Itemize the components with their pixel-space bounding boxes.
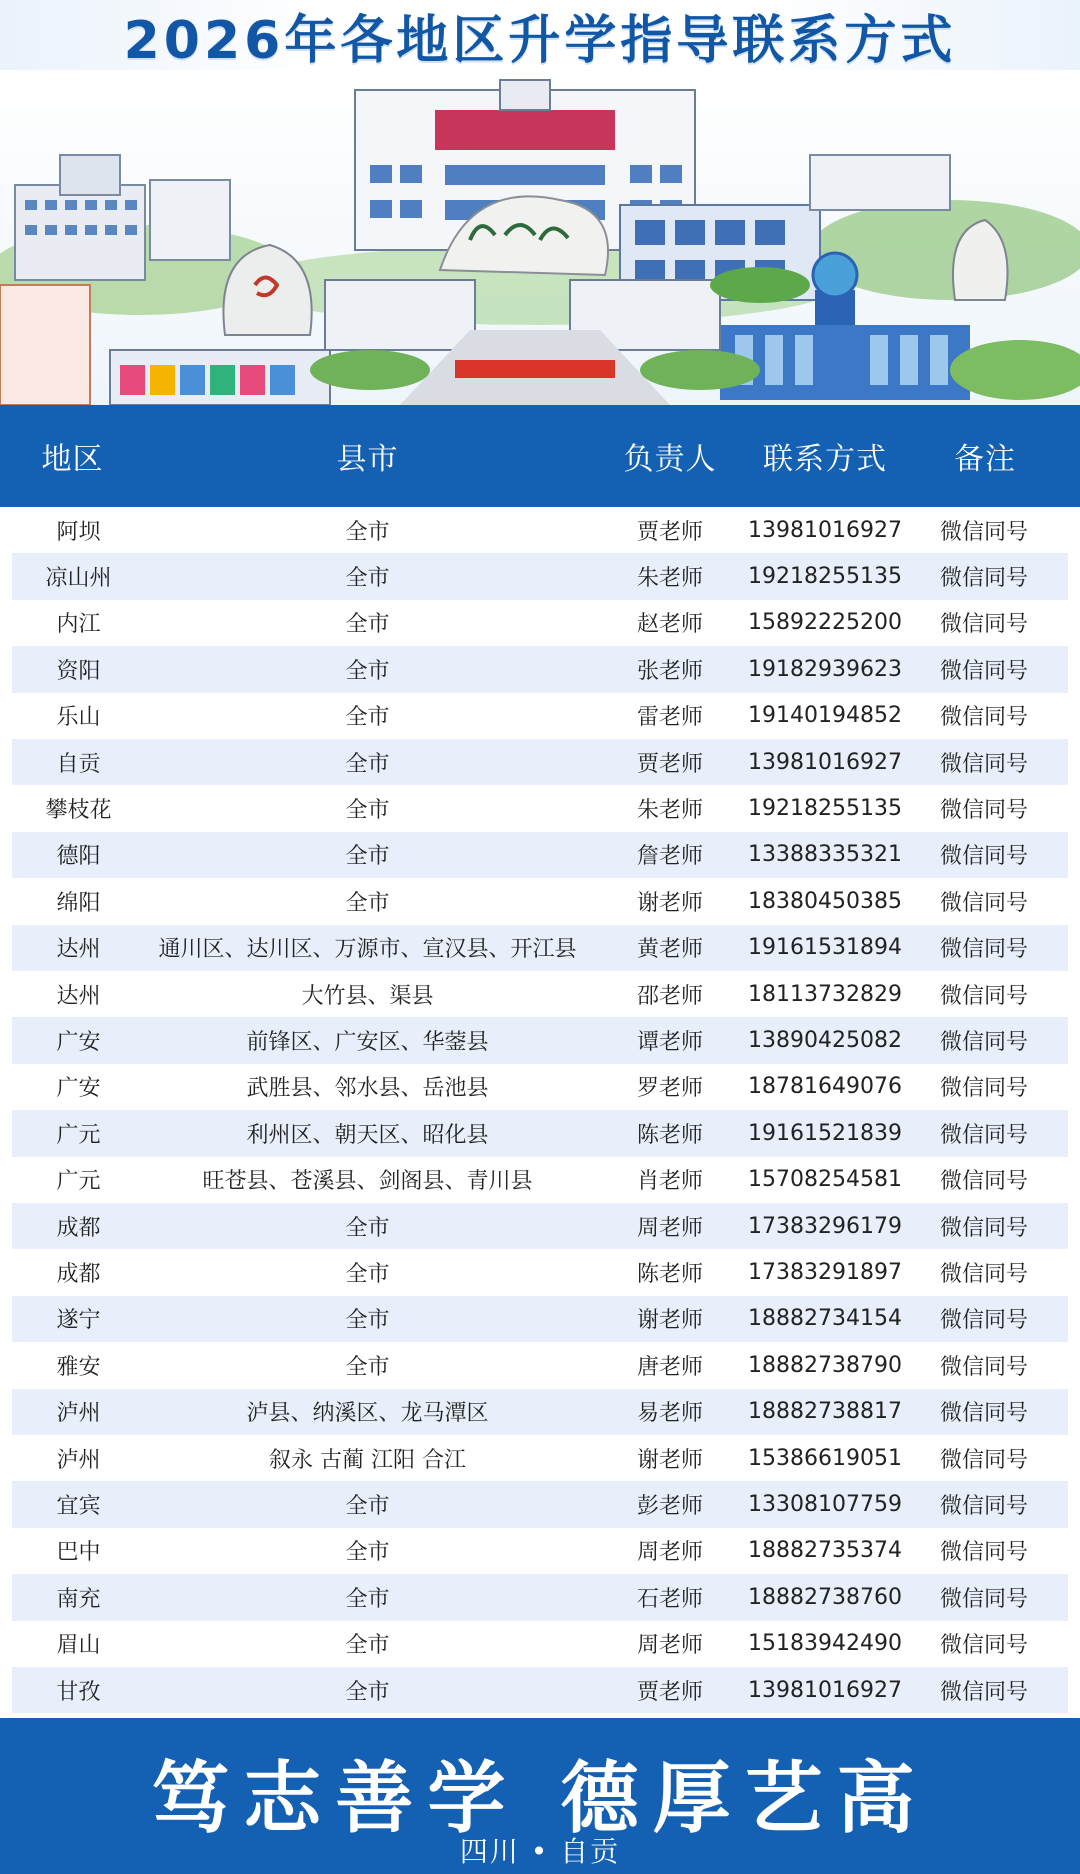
cell-region: 广安 [56, 1030, 101, 1056]
cell-county: 前锋区、广安区、华蓥县 [246, 1030, 489, 1056]
cell-note: 微信同号 [939, 612, 1028, 638]
cell-phone: 19218255135 [748, 564, 902, 590]
table-row [12, 1017, 1068, 1063]
cell-county: 利州区、朝天区、昭化县 [246, 1122, 489, 1148]
cell-phone: 18781649076 [748, 1074, 902, 1100]
table-row [12, 785, 1068, 831]
cell-region: 广元 [56, 1122, 101, 1148]
cell-phone: 13981016927 [748, 749, 902, 775]
table-row [12, 1389, 1068, 1435]
cell-county: 武胜县、邻水县、岳池县 [246, 1076, 489, 1102]
cell-region: 宜宾 [56, 1494, 101, 1520]
table-row [12, 925, 1068, 971]
cell-person: 朱老师 [636, 566, 703, 592]
cell-person: 詹老师 [636, 844, 703, 870]
cell-person: 赵老师 [636, 612, 703, 638]
cell-note: 微信同号 [939, 705, 1028, 731]
cell-county: 全市 [345, 705, 390, 731]
cell-region: 乐山 [56, 705, 101, 731]
cell-region: 雅安 [56, 1354, 101, 1380]
cell-phone: 19140194852 [748, 703, 902, 729]
cell-note: 微信同号 [939, 844, 1028, 870]
campus-illustration [0, 70, 1080, 405]
cell-region: 达州 [56, 983, 101, 1009]
cell-note: 微信同号 [939, 1122, 1028, 1148]
cell-phone: 13890425082 [748, 1028, 902, 1054]
cell-region: 成都 [56, 1262, 101, 1288]
cell-phone: 15386619051 [748, 1445, 902, 1471]
cell-person: 罗老师 [636, 1076, 703, 1102]
table-row [12, 553, 1068, 599]
contact-table [0, 507, 1080, 1707]
table-row [12, 693, 1068, 739]
cell-note: 微信同号 [939, 658, 1028, 684]
cell-phone: 18113732829 [748, 981, 902, 1007]
table-row [12, 971, 1068, 1017]
cell-note: 微信同号 [939, 1215, 1028, 1241]
cell-region: 甘孜 [56, 1679, 101, 1705]
cell-county: 全市 [345, 658, 390, 684]
cell-region: 攀枝花 [45, 798, 112, 824]
cell-person: 石老师 [636, 1586, 703, 1612]
table-row [12, 1157, 1068, 1203]
cell-person: 彭老师 [636, 1494, 703, 1520]
table-row [12, 1064, 1068, 1110]
cell-region: 资阳 [56, 658, 101, 684]
header-phone: 联系方式 [763, 442, 887, 477]
cell-note: 微信同号 [939, 1447, 1028, 1473]
cell-person: 周老师 [636, 1215, 703, 1241]
table-row [12, 878, 1068, 924]
title-bar [0, 0, 1080, 70]
table-row [12, 600, 1068, 646]
cell-region: 泸州 [56, 1447, 101, 1473]
cell-person: 周老师 [636, 1540, 703, 1566]
location-text: 四川 • 自贡 [459, 1835, 621, 1868]
cell-phone: 13981016927 [748, 1677, 902, 1703]
cell-region: 广安 [56, 1076, 101, 1102]
cell-person: 贾老师 [636, 1679, 703, 1705]
cell-phone: 17383296179 [748, 1213, 902, 1239]
cell-person: 朱老师 [636, 798, 703, 824]
school-slogan: 笃志善学 德厚艺高 [151, 1753, 929, 1844]
cell-region: 巴中 [56, 1540, 101, 1566]
table-row [12, 1481, 1068, 1527]
cell-person: 谢老师 [636, 1447, 703, 1473]
cell-region: 泸州 [56, 1401, 101, 1427]
cell-county: 全市 [345, 612, 390, 638]
cell-county: 全市 [345, 1633, 390, 1659]
table-row [12, 1296, 1068, 1342]
cell-person: 雷老师 [636, 705, 703, 731]
cell-phone: 13981016927 [748, 517, 902, 543]
cell-phone: 19182939623 [748, 656, 902, 682]
table-row [12, 1621, 1068, 1667]
cell-county: 泸县、纳溪区、龙马潭区 [246, 1401, 489, 1427]
cell-person: 黄老师 [636, 937, 703, 963]
cell-note: 微信同号 [939, 566, 1028, 592]
cell-note: 微信同号 [939, 937, 1028, 963]
header-note: 备注 [954, 442, 1016, 477]
table-header [0, 405, 1080, 507]
cell-county: 全市 [345, 1215, 390, 1241]
cell-county: 旺苍县、苍溪县、剑阁县、青川县 [202, 1169, 533, 1195]
table-row [12, 1203, 1068, 1249]
cell-phone: 19161531894 [748, 935, 902, 961]
cell-phone: 18882738790 [748, 1352, 902, 1378]
cell-county: 全市 [345, 751, 390, 777]
cell-note: 微信同号 [939, 1076, 1028, 1102]
cell-note: 微信同号 [939, 983, 1028, 1009]
cell-note: 微信同号 [939, 1308, 1028, 1334]
cell-person: 易老师 [636, 1401, 703, 1427]
cell-county: 全市 [345, 1679, 390, 1705]
cell-person: 贾老师 [636, 519, 703, 545]
cell-county: 全市 [345, 1354, 390, 1380]
cell-phone: 18882734154 [748, 1306, 902, 1332]
cell-person: 陈老师 [636, 1122, 703, 1148]
cell-note: 微信同号 [939, 890, 1028, 916]
cell-region: 自贡 [56, 751, 101, 777]
cell-county: 大竹县、渠县 [301, 983, 434, 1009]
cell-county: 通川区、达川区、万源市、宣汉县、开江县 [158, 937, 577, 963]
cell-person: 贾老师 [636, 751, 703, 777]
table-row [12, 646, 1068, 692]
cell-person: 张老师 [636, 658, 703, 684]
cell-region: 眉山 [56, 1633, 101, 1659]
cell-region: 成都 [56, 1215, 101, 1241]
cell-phone: 18380450385 [748, 888, 902, 914]
cell-county: 全市 [345, 566, 390, 592]
table-row [12, 1435, 1068, 1481]
cell-note: 微信同号 [939, 519, 1028, 545]
cell-region: 德阳 [56, 844, 101, 870]
cell-county: 全市 [345, 1262, 390, 1288]
cell-note: 微信同号 [939, 1494, 1028, 1520]
cell-phone: 18882738817 [748, 1399, 902, 1425]
cell-note: 微信同号 [939, 1401, 1028, 1427]
cell-person: 陈老师 [636, 1262, 703, 1288]
cell-phone: 13308107759 [748, 1492, 902, 1518]
table-row [12, 832, 1068, 878]
header-person: 负责人 [623, 442, 717, 477]
cell-region: 遂宁 [56, 1308, 101, 1334]
cell-phone: 17383291897 [748, 1260, 902, 1286]
campus-illustration-svg [0, 70, 1080, 405]
cell-region: 凉山州 [45, 566, 112, 592]
cell-county: 全市 [345, 844, 390, 870]
cell-region: 阿坝 [56, 519, 101, 545]
cell-note: 微信同号 [939, 1586, 1028, 1612]
cell-note: 微信同号 [939, 1262, 1028, 1288]
cell-person: 谢老师 [636, 1308, 703, 1334]
cell-note: 微信同号 [939, 1030, 1028, 1056]
cell-county: 全市 [345, 798, 390, 824]
cell-note: 微信同号 [939, 798, 1028, 824]
cell-county: 全市 [345, 1494, 390, 1520]
table-row [12, 739, 1068, 785]
cell-county: 全市 [345, 1586, 390, 1612]
table-row [12, 1528, 1068, 1574]
cell-phone: 18882735374 [748, 1538, 902, 1564]
table-row [12, 1110, 1068, 1156]
cell-county: 叙永 古蔺 江阳 合江 [269, 1447, 466, 1473]
table-row [12, 1249, 1068, 1295]
cell-county: 全市 [345, 1308, 390, 1334]
table-row [12, 1342, 1068, 1388]
cell-region: 广元 [56, 1169, 101, 1195]
cell-person: 周老师 [636, 1633, 703, 1659]
table-row [12, 507, 1068, 553]
cell-region: 南充 [56, 1586, 101, 1612]
cell-region: 绵阳 [56, 890, 101, 916]
cell-phone: 15892225200 [748, 610, 902, 636]
page-title: 2026年各地区升学指导联系方式 [123, 10, 957, 71]
cell-region: 达州 [56, 937, 101, 963]
cell-note: 微信同号 [939, 1540, 1028, 1566]
cell-note: 微信同号 [939, 1169, 1028, 1195]
cell-person: 谭老师 [636, 1030, 703, 1056]
cell-note: 微信同号 [939, 1679, 1028, 1705]
footer-band [0, 1718, 1080, 1874]
table-row [12, 1574, 1068, 1620]
cell-phone: 19218255135 [748, 796, 902, 822]
cell-county: 全市 [345, 519, 390, 545]
cell-phone: 18882738760 [748, 1584, 902, 1610]
header-county: 县市 [336, 442, 399, 477]
cell-person: 谢老师 [636, 890, 703, 916]
cell-county: 全市 [345, 1540, 390, 1566]
cell-phone: 13388335321 [748, 842, 902, 868]
cell-person: 邵老师 [636, 983, 703, 1009]
cell-phone: 19161521839 [748, 1120, 902, 1146]
cell-county: 全市 [345, 890, 390, 916]
cell-phone: 15708254581 [748, 1167, 902, 1193]
cell-note: 微信同号 [939, 751, 1028, 777]
cell-person: 肖老师 [636, 1169, 703, 1195]
cell-note: 微信同号 [939, 1354, 1028, 1380]
cell-note: 微信同号 [939, 1633, 1028, 1659]
cell-person: 唐老师 [636, 1354, 703, 1380]
table-row [12, 1667, 1068, 1713]
header-region: 地区 [41, 442, 104, 477]
cell-region: 内江 [56, 612, 101, 638]
cell-phone: 15183942490 [748, 1631, 902, 1657]
